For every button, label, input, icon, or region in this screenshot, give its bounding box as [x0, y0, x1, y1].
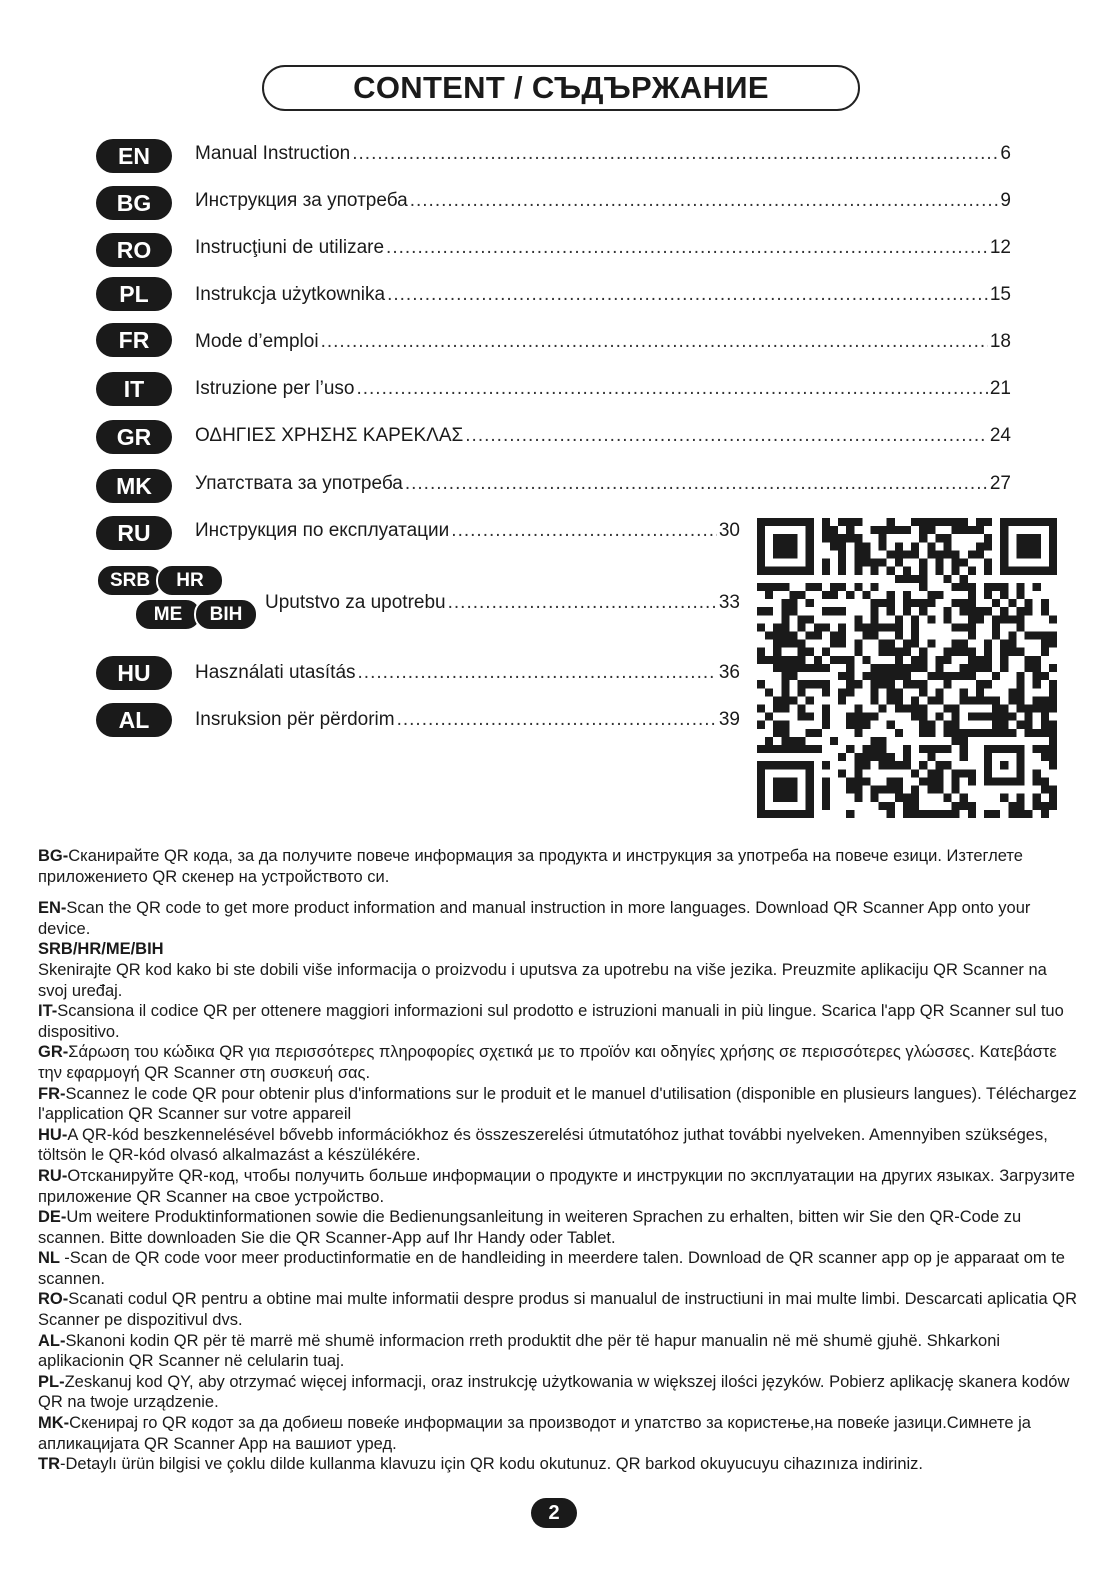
toc-entry[interactable] — [195, 237, 1011, 259]
instruction-text: Сканирайте QR кода, за да получите повече информация за продукта и инструкция за употреба на повече езици. Изтеглете приложението QR скенер на устройството си. — [38, 847, 1023, 886]
leader-dots — [448, 592, 717, 614]
language-badge: MK — [96, 469, 172, 503]
toc-badge-row — [96, 420, 172, 454]
instruction-paragraph — [38, 1454, 1078, 1475]
leader-dots — [352, 143, 998, 165]
toc-entry-page: 12 — [989, 237, 1011, 258]
language-badge-srb: SRB — [96, 564, 164, 597]
instruction-text: Um weitere Produktinformationen sowie die Bedienungsanleitung in weiteren Sprachen zu erhalten, bitten wir Sie den QR-Code zu scannen. Bitte downloaden Sie die QR Scanner-App auf Ihr Handy oder Tablet. — [38, 1208, 1022, 1247]
instruction-text: Отсканируйте QR-код, чтобы получить больше информации о продукте и инструкции по эксплуатации на других языках. Загрузите приложение QR Scanner на свое устройство. — [38, 1166, 1075, 1206]
language-badge-hr: HR — [156, 564, 224, 597]
toc-entry-page: 9 — [1000, 190, 1011, 211]
instruction-language-code: BG- — [38, 847, 69, 865]
language-badge: GR — [96, 420, 172, 454]
instruction-paragraph — [38, 1125, 1078, 1166]
toc-entry-page: 21 — [989, 378, 1011, 399]
leader-dots — [397, 709, 717, 731]
page-title: CONTENT / СЪДЪРЖАНИЕ — [262, 65, 860, 111]
toc-entry[interactable] — [195, 143, 1011, 165]
toc-badge-row — [96, 372, 172, 406]
instruction-language-code: HU- — [38, 1125, 68, 1144]
language-badge: AL — [96, 703, 172, 737]
toc-entry-label: Uputstvo za upotrebu — [265, 592, 446, 613]
instruction-language-code: DE- — [38, 1208, 67, 1227]
toc-entry[interactable] — [195, 662, 740, 684]
leader-dots — [386, 237, 988, 259]
leader-dots — [356, 378, 987, 400]
toc-entry-page: 24 — [989, 425, 1011, 446]
toc-entry-label: Manual Instruction — [195, 143, 351, 164]
language-badge: RU — [96, 516, 172, 550]
instruction-text: Scanati codul QR pentru a obtine mai multe informatii despre produs si manualul de instructiuni in mai multe limbi. Descarcati aplicatia QR Scanner pe dispozitivul dvs. — [38, 1290, 1078, 1330]
instruction-language-code: RU- — [38, 1166, 68, 1185]
instruction-text: Zeskanuj kod QY, aby otrzymać więcej informacji, oraz instrukcję użytkowania w większej ilości języków. Pobierz aplikację skanera kodów QR na twoje urządzenie. — [38, 1372, 1070, 1412]
toc-badge-row — [96, 469, 172, 503]
language-badge: EN — [96, 139, 172, 173]
language-badge-bih: BIH — [194, 598, 258, 631]
leader-dots — [465, 425, 988, 447]
toc-entry-page: 18 — [989, 331, 1011, 352]
toc-entry-label: Insruksion për përdorim — [195, 709, 395, 730]
instruction-text: Skanoni kodin QR për të marrë më shumë informacion rreth produktit dhe për të hapur manualin në më shumë gjuhë. Shkarkoni aplikacionin QR Scanner në celularin tuaj. — [38, 1331, 1001, 1371]
toc-entry[interactable] — [195, 425, 1011, 447]
instruction-language-code: EN- — [38, 899, 67, 918]
leader-dots — [387, 284, 988, 306]
instruction-text: Σάρωση του κώδικα QR για περισσότερες πληροφορίες σχετικά με το προϊόν και οδηγίες χρήσης σε περισσότερες γλώσσες. Κατεβάστε την εφαρμογή QR Scanner στη συσκευή σας. — [38, 1043, 1057, 1082]
instruction-text: -Detaylı ürün bilgisi ve çoklu dilde kullanma klavuzu için QR kodu okutunuz. QR barkod okuyucuyu cihazınıza indiriniz. — [60, 1455, 924, 1474]
instruction-text: Skenirajte QR kod kako bi ste dobili više informacija o proizvodu i uputsva za upotrebu na više jezika. Preuzmite aplikaciju QR Scanner na svoj uređaj. — [38, 960, 1047, 1000]
toc-entry[interactable] — [195, 473, 1011, 495]
language-badge-me: ME — [134, 598, 202, 631]
toc-entry[interactable] — [265, 592, 740, 614]
toc-badge-row — [96, 516, 172, 550]
instruction-paragraph — [38, 1001, 1078, 1042]
toc-entry-page: 6 — [1000, 143, 1011, 164]
toc-entry-label: Инструкция по експлуатации — [195, 520, 450, 541]
toc-entry-label: Упатствата за употреба — [195, 473, 403, 494]
instruction-paragraph — [38, 1413, 1078, 1454]
language-badge: BG — [96, 186, 172, 220]
instruction-language-code: AL- — [38, 1331, 66, 1350]
toc-entry[interactable] — [195, 378, 1011, 400]
instruction-paragraph — [38, 1372, 1078, 1413]
toc-entry-page: 36 — [718, 662, 740, 683]
toc-entry-label: Инструкция за употреба — [195, 190, 408, 211]
instruction-text: Scannez le code QR pour obtenir plus d'informations sur le produit et le manuel d'utilisation (disponible en plusieurs langues). Téléchargez l'application QR Scanner sur votre appareil — [38, 1084, 1077, 1124]
instruction-text: -Scan de QR code voor meer productinformatie en de handleiding in meerdere talen. Download de QR scanner app op je apparaat om te scannen. — [38, 1249, 1065, 1288]
toc-entry[interactable] — [195, 520, 740, 542]
leader-dots — [405, 473, 988, 495]
instruction-text: A QR-kód beszkennelésével bővebb információkhoz és összeszerelési útmutatóhoz juthat további nyelveken. Amennyiben szükséges, töltsön le QR-kód olvasó alkalmazást a készülékére. — [38, 1125, 1048, 1165]
instruction-language-code: FR- — [38, 1084, 66, 1103]
toc-badge-row — [96, 233, 172, 267]
instruction-text: Scansiona il codice QR per ottenere maggiori informazioni sul prodotto e istruzioni manuali in più lingue. Scarica l'app QR Scanner sul tuo dispositivo. — [38, 1002, 1064, 1041]
instruction-text: Скенирај го QR кодот за да добиеш повеќе информации за производот и упатство за користење,на повеќе јазици.Симнете ја апликацијата QR Scanner App на вашиот уред. — [38, 1414, 1031, 1453]
instruction-language-code: SRB/HR/ME/BIH — [38, 940, 164, 959]
language-badge: HU — [96, 656, 172, 690]
toc-entry-label: Használati utasítás — [195, 662, 356, 683]
toc-entry-page: 15 — [989, 284, 1011, 305]
instruction-paragraph — [38, 1084, 1078, 1125]
page-number: 2 — [531, 1498, 577, 1528]
instruction-language-code: MK- — [38, 1414, 70, 1433]
toc-entry-page: 27 — [989, 473, 1011, 494]
instruction-language-code: RO- — [38, 1290, 69, 1309]
toc-entry-page: 33 — [718, 592, 740, 613]
leader-dots — [451, 520, 717, 542]
language-badge: RO — [96, 233, 172, 267]
instruction-paragraph — [38, 1042, 1078, 1083]
qr-code-icon[interactable] — [757, 518, 1057, 818]
instruction-paragraph — [38, 1331, 1078, 1372]
toc-badge-row — [96, 277, 172, 311]
leader-dots — [321, 331, 988, 353]
leader-dots — [358, 662, 717, 684]
toc-entry[interactable] — [195, 331, 1011, 353]
toc-badge-row — [96, 656, 172, 690]
toc-badge-row — [96, 323, 172, 357]
toc-entry-label: Istruzione per l’uso — [195, 378, 355, 399]
leader-dots — [410, 190, 999, 212]
toc-entry-label: Instrucţiuni de utilizare — [195, 237, 385, 258]
toc-entry-label: Mode d’emploi — [195, 331, 319, 352]
toc-entry[interactable] — [195, 190, 1011, 212]
instruction-paragraph — [38, 1289, 1078, 1330]
toc-entry-page: 39 — [718, 709, 740, 730]
instruction-paragraph — [38, 846, 1078, 887]
toc-entry[interactable] — [195, 284, 1011, 306]
instruction-paragraph — [38, 1166, 1078, 1207]
instruction-language-code: IT- — [38, 1002, 58, 1021]
instruction-paragraph — [38, 939, 1078, 1001]
language-badge: FR — [96, 323, 172, 357]
instruction-paragraph — [38, 898, 1078, 939]
instruction-language-code: NL — [38, 1249, 65, 1268]
instruction-paragraph — [38, 1248, 1078, 1289]
instruction-language-code: TR — [38, 1455, 60, 1474]
qr-instructions — [38, 846, 1078, 1475]
language-badge: PL — [96, 277, 172, 311]
toc-entry-label: Instrukcja użytkownika — [195, 284, 386, 305]
toc-badge-row — [96, 703, 172, 737]
toc-entry-label: ΟΔΗΓΙΕΣ ΧΡΗΣΗΣ ΚΑΡΕΚΛΑΣ — [195, 425, 464, 446]
instruction-paragraph — [38, 1207, 1078, 1248]
toc-entry[interactable] — [195, 709, 740, 731]
instruction-language-code: GR- — [38, 1043, 69, 1062]
toc-badge-row — [96, 139, 172, 173]
language-badge: IT — [96, 372, 172, 406]
instruction-language-code: PL- — [38, 1372, 65, 1391]
instruction-text: Scan the QR code to get more product information and manual instruction in more languages. Download QR Scanner App onto your device. — [38, 899, 1031, 938]
toc-badge-row — [96, 186, 172, 220]
toc-entry-page: 30 — [718, 520, 740, 541]
